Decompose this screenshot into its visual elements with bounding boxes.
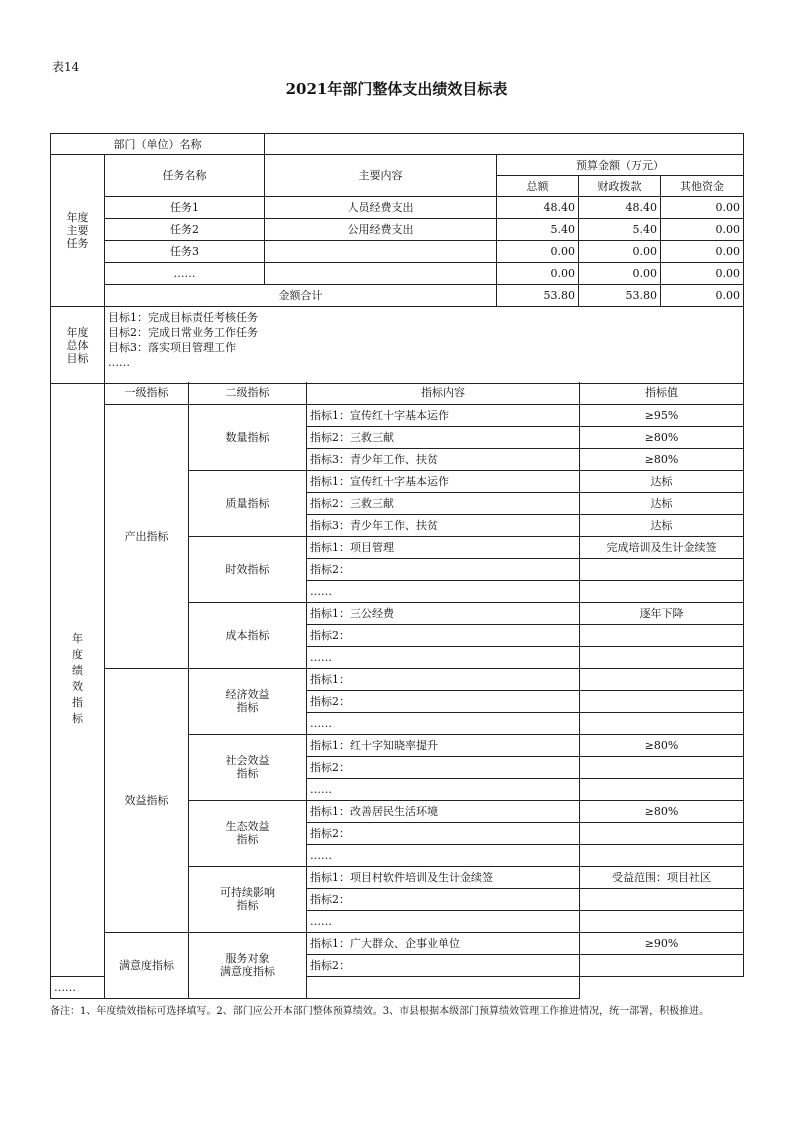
task-content	[265, 241, 497, 263]
indicator-value	[580, 712, 744, 734]
indicator-value	[580, 624, 744, 646]
fiscal-header: 财政拨款	[579, 176, 661, 197]
indicator-content: 指标2：	[307, 756, 580, 778]
task-content	[265, 263, 497, 285]
indicator-content: 指标1：宣传红十字基本运作	[307, 404, 580, 426]
indicator-value: ≥80%	[580, 800, 744, 822]
sustainable-indicator-label: 可持续影响 指标	[189, 866, 307, 932]
ecological-indicator-label: 生态效益 指标	[189, 800, 307, 866]
indicator-value	[580, 756, 744, 778]
indicator-value	[580, 778, 744, 800]
dept-name-value	[265, 134, 744, 155]
page-title: 2021年部门整体支出绩效目标表	[285, 80, 508, 98]
indicator-content: 指标2：	[307, 888, 580, 910]
task-fiscal: 5.40	[579, 219, 661, 241]
indicator-value: 达标	[580, 470, 744, 492]
task-fiscal: 48.40	[579, 197, 661, 219]
footnote: 备注：1、年度绩效指标可选择填写。2、部门应公开本部门整体预算绩效。3、市县根据本级部门预算绩效管理工作推进情况，统一部署，积极推进。	[50, 1006, 710, 1017]
task-name: ……	[105, 263, 265, 285]
indicator-value	[580, 668, 744, 690]
level1-header: 一级指标	[105, 382, 189, 404]
sum-fiscal: 53.80	[579, 285, 661, 307]
timeliness-indicator-label: 时效指标	[189, 536, 307, 602]
task-fiscal: 0.00	[579, 241, 661, 263]
table-number: 表14	[52, 60, 80, 74]
task-total: 5.40	[497, 219, 579, 241]
sum-other: 0.00	[661, 285, 744, 307]
indicator-content: 指标3：青少年工作、扶贫	[307, 448, 580, 470]
task-other: 0.00	[661, 197, 744, 219]
indicator-value-header: 指标值	[580, 382, 744, 404]
indicator-value	[580, 822, 744, 844]
goal-line: 目标3：落实项目管理工作	[108, 341, 236, 354]
budget-header: 预算金额（万元）	[497, 155, 744, 176]
indicator-value	[580, 844, 744, 866]
indicator-content: ……	[307, 844, 580, 866]
task-total: 48.40	[497, 197, 579, 219]
indicator-value	[580, 558, 744, 580]
indicator-value	[580, 910, 744, 932]
indicator-content: 指标3：青少年工作、扶贫	[307, 514, 580, 536]
task-fiscal: 0.00	[579, 263, 661, 285]
task-content-header: 主要内容	[265, 155, 497, 197]
tasks-side-label: 年度 主要 任务	[51, 155, 105, 307]
indicator-content: 指标1：红十字知晓率提升	[307, 734, 580, 756]
goals-side-label: 年度 总体 目标	[51, 307, 105, 384]
indicator-content: ……	[51, 976, 105, 998]
task-other: 0.00	[661, 263, 744, 285]
indicator-content: 指标2：	[307, 954, 580, 976]
indicator-content: 指标1：三公经费	[307, 602, 580, 624]
indicator-content: ……	[307, 646, 580, 668]
indicator-value: ≥90%	[580, 932, 744, 954]
task-total: 0.00	[497, 241, 579, 263]
economic-indicator-label: 经济效益 指标	[189, 668, 307, 734]
goal-line: 目标1：完成目标责任考核任务	[108, 311, 258, 324]
task-name: 任务3	[105, 241, 265, 263]
quantity-indicator-label: 数量指标	[189, 404, 307, 470]
indicator-content: ……	[307, 580, 580, 602]
indicator-value: ≥80%	[580, 734, 744, 756]
satisfaction-indicator-label: 满意度指标	[105, 932, 189, 998]
task-name: 任务2	[105, 219, 265, 241]
indicators-side-label: 年 度 绩 效 指 标	[51, 382, 105, 976]
indicator-value	[580, 888, 744, 910]
indicator-value	[580, 580, 744, 602]
indicator-content: ……	[307, 778, 580, 800]
indicator-value: ≥80%	[580, 448, 744, 470]
benefit-indicator-label: 效益指标	[105, 668, 189, 932]
indicator-value	[307, 976, 580, 998]
indicator-content: 指标1：改善居民生活环境	[307, 800, 580, 822]
indicator-content: 指标2：三救三献	[307, 492, 580, 514]
tasks-table	[50, 133, 744, 384]
sum-label: 金额合计	[105, 285, 497, 307]
dept-name-label: 部门（单位）名称	[51, 134, 265, 155]
indicators-table	[50, 382, 744, 999]
social-indicator-label: 社会效益 指标	[189, 734, 307, 800]
indicator-value: 逐年下降	[580, 602, 744, 624]
indicator-value: ≥80%	[580, 426, 744, 448]
indicator-content: 指标1：	[307, 668, 580, 690]
indicator-content: 指标1：宣传红十字基本运作	[307, 470, 580, 492]
indicator-content: ……	[307, 910, 580, 932]
indicator-content: 指标1：项目管理	[307, 536, 580, 558]
indicator-content-header: 指标内容	[307, 382, 580, 404]
indicator-value	[580, 954, 744, 976]
goal-line: ……	[108, 356, 130, 369]
task-other: 0.00	[661, 241, 744, 263]
task-name: 任务1	[105, 197, 265, 219]
sum-total: 53.80	[497, 285, 579, 307]
indicator-content: 指标1：项目村软件培训及生计金续签	[307, 866, 580, 888]
indicator-value	[580, 690, 744, 712]
indicator-value: 完成培训及生计金续签	[580, 536, 744, 558]
other-header: 其他资金	[661, 176, 744, 197]
indicator-value: 达标	[580, 492, 744, 514]
indicator-content: 指标2：	[307, 558, 580, 580]
task-content: 公用经费支出	[265, 219, 497, 241]
indicator-content: ……	[307, 712, 580, 734]
indicator-content: 指标1：广大群众、企事业单位	[307, 932, 580, 954]
indicator-content: 指标2：	[307, 822, 580, 844]
cost-indicator-label: 成本指标	[189, 602, 307, 668]
indicator-value: 达标	[580, 514, 744, 536]
task-name-header: 任务名称	[105, 155, 265, 197]
level2-header: 二级指标	[189, 382, 307, 404]
output-indicator-label: 产出指标	[105, 404, 189, 668]
indicator-content: 指标2：	[307, 624, 580, 646]
goal-line: 目标2：完成日常业务工作任务	[108, 326, 258, 339]
indicator-value: ≥95%	[580, 404, 744, 426]
indicator-value: 受益范围：项目社区	[580, 866, 744, 888]
indicator-content: 指标2：	[307, 690, 580, 712]
quality-indicator-label: 质量指标	[189, 470, 307, 536]
task-total: 0.00	[497, 263, 579, 285]
total-header: 总额	[497, 176, 579, 197]
goals-content	[105, 307, 744, 384]
service-satisfaction-label: 服务对象 满意度指标	[189, 932, 307, 998]
indicator-content: 指标2：三救三献	[307, 426, 580, 448]
indicator-value	[580, 646, 744, 668]
task-content: 人员经费支出	[265, 197, 497, 219]
task-other: 0.00	[661, 219, 744, 241]
